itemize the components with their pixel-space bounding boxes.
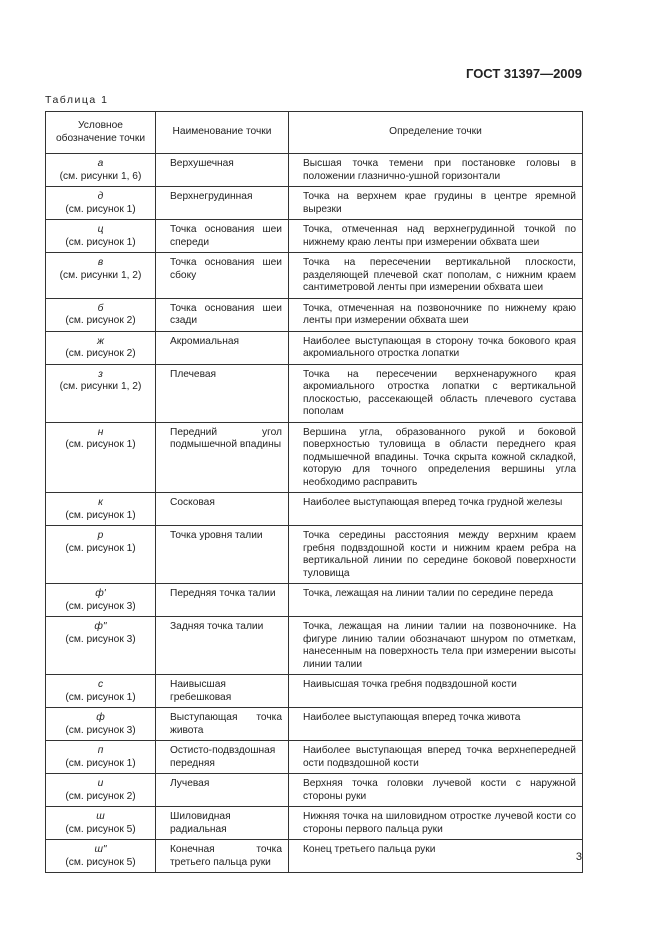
point-symbol: ж: [96, 335, 104, 347]
table-row: [46, 493, 583, 526]
point-definition: Вершина угла, образованного рукой и боковой поверхностью туловища в области переднего края подмышечной впадины. Точка скрыта кожной складкой, которую для точного определения вершины угла необходимо расправить: [289, 422, 583, 493]
figure-reference: (см. рисунок 1): [65, 439, 136, 450]
point-symbol: и: [97, 778, 104, 789]
figure-reference: (см. рисунок 3): [65, 633, 136, 645]
table-row: [46, 422, 583, 493]
point-symbol-cell: [46, 807, 156, 840]
figure-reference: (см. рисунок 1): [65, 203, 136, 215]
point-definition: Точка, отмеченная на позвоночнике по нижнему краю ленты при измерении обхвата шеи: [289, 298, 583, 331]
table-row: [46, 807, 583, 840]
point-symbol-cell: [46, 220, 156, 253]
table-row: [46, 253, 583, 299]
point-name: Верхушечная: [156, 154, 289, 187]
point-symbol-cell: [46, 422, 156, 493]
table-row: [46, 220, 583, 253]
point-symbol-cell: [46, 187, 156, 220]
figure-reference: (см. рисунок 1): [65, 542, 136, 554]
point-symbol: з: [98, 368, 103, 380]
point-symbol: ц: [97, 224, 104, 235]
table-row: [46, 741, 583, 774]
table-row: [46, 584, 583, 617]
point-symbol-cell: [46, 154, 156, 187]
point-name: Верхнегрудинная: [156, 187, 289, 220]
table-row: [46, 298, 583, 331]
table-row: [46, 774, 583, 807]
point-symbol: п: [97, 745, 104, 756]
point-name: Наивысшая гребешковая: [156, 675, 289, 708]
point-symbol: ф': [95, 588, 106, 599]
point-definition: Точка, лежащая на линии талии на позвоночнике. На фигуре линию талии обозначают шнуром по отметкам, нанесенным на поверхность тела при измерении высоты линии талии: [289, 617, 583, 675]
table-row: [46, 154, 583, 187]
figure-reference: (см. рисунок 2): [65, 315, 136, 326]
point-symbol-cell: [46, 617, 156, 675]
point-symbol: в: [97, 257, 104, 268]
point-definition: Высшая точка темени при постановке головы в положении глазнично-ушной горизонтали: [289, 154, 583, 187]
point-symbol-cell: [46, 675, 156, 708]
header-definition: Определение точки: [289, 112, 583, 154]
point-name: Сосковая: [156, 493, 289, 526]
point-symbol: ш": [94, 844, 107, 855]
point-name: Акромиальная: [156, 331, 289, 364]
point-symbol: а: [97, 158, 104, 169]
point-symbol: ф: [96, 712, 105, 723]
point-name: Точка уровня талии: [156, 526, 289, 584]
point-name: Точка основания шеи сзади: [156, 298, 289, 331]
point-symbol: к: [98, 497, 103, 508]
table-row: [46, 708, 583, 741]
point-symbol: ш: [96, 811, 105, 822]
figure-reference: (см. рисунок 1): [65, 757, 136, 769]
figure-reference: (см. рисунок 3): [65, 724, 136, 736]
point-name: Шиловидная радиальная: [156, 807, 289, 840]
point-name: Плечевая: [156, 364, 289, 422]
point-definition: Точка на верхнем крае грудины в центре яремной вырезки: [289, 187, 583, 220]
point-definition: Верхняя точка головки лучевой кости с наружной стороны руки: [289, 774, 583, 807]
points-table: [45, 111, 583, 873]
point-symbol-cell: [46, 708, 156, 741]
point-symbol-cell: [46, 298, 156, 331]
point-symbol-cell: [46, 364, 156, 422]
point-name: Передний угол подмышечной впадины: [156, 422, 289, 493]
point-definition: Наиболее выступающая вперед точка живота: [289, 708, 583, 741]
point-definition: Наиболее выступающая вперед точка верхнепередней ости подвздошной кости: [289, 741, 583, 774]
point-name: Точка основания шеи сбоку: [156, 253, 289, 299]
point-definition: Нижняя точка на шиловидном отростке лучевой кости со стороны первого пальца руки: [289, 807, 583, 840]
point-name: Передняя точка талии: [156, 584, 289, 617]
point-name: Остисто-подвздошная передняя: [156, 741, 289, 774]
point-definition: Наиболее выступающая вперед точка грудной железы: [289, 493, 583, 526]
table-row: [46, 840, 583, 873]
table-row: [46, 187, 583, 220]
point-symbol: н: [97, 426, 104, 438]
figure-reference: (см. рисунки 1, 2): [59, 269, 142, 281]
point-symbol-cell: [46, 493, 156, 526]
point-symbol-cell: [46, 526, 156, 584]
figure-reference: (см. рисунок 2): [65, 348, 136, 359]
table-row: [46, 675, 583, 708]
point-name: Лучевая: [156, 774, 289, 807]
table-row: [46, 617, 583, 675]
figure-reference: (см. рисунки 1, 2): [59, 381, 142, 392]
point-definition: Точка, лежащая на линии талии по середине переда: [289, 584, 583, 617]
point-name: Задняя точка талии: [156, 617, 289, 675]
point-definition: Наиболее выступающая в сторону точка бокового края акромиального отростка лопатки: [289, 331, 583, 364]
point-symbol-cell: [46, 331, 156, 364]
figure-reference: (см. рисунок 1): [65, 236, 136, 248]
table-caption: Таблица 1: [45, 94, 109, 106]
header-name: Наименование точки: [156, 112, 289, 154]
point-name: Точка основания шеи спереди: [156, 220, 289, 253]
point-name: Выступающая точка живота: [156, 708, 289, 741]
point-definition: Наивысшая точка гребня подвздошной кости: [289, 675, 583, 708]
figure-reference: (см. рисунок 1): [65, 691, 136, 703]
point-definition: Точка, отмеченная над верхнегрудинной точкой по нижнему краю ленты при измерении обхвата шеи: [289, 220, 583, 253]
table-row: [46, 364, 583, 422]
point-definition: Точка середины расстояния между верхним краем гребня подвздошной кости и нижним краем ребра на вертикальной линии по середине боковой поверхности туловища: [289, 526, 583, 584]
table-row: [46, 331, 583, 364]
point-symbol-cell: [46, 774, 156, 807]
table-header-row: [46, 112, 583, 154]
point-symbol: с: [97, 679, 104, 690]
figure-reference: (см. рисунок 1): [65, 509, 136, 521]
point-symbol-cell: [46, 253, 156, 299]
point-symbol-cell: [46, 840, 156, 873]
figure-reference: (см. рисунки 1, 6): [59, 170, 142, 182]
figure-reference: (см. рисунок 2): [65, 790, 136, 802]
point-symbol: р: [97, 530, 104, 541]
header-symbol: Условное обозначение точки: [46, 112, 156, 154]
point-definition: Точка на пересечении вертикальной плоскости, разделяющей плечевой скат пополам, с нижним краем сантиметровой ленты при измерении обхвата шеи: [289, 253, 583, 299]
figure-reference: (см. рисунок 5): [65, 856, 136, 868]
table-row: [46, 526, 583, 584]
page-number: 3: [575, 851, 582, 863]
point-symbol: д: [97, 191, 104, 202]
figure-reference: (см. рисунок 5): [65, 823, 136, 835]
point-symbol: б: [97, 302, 104, 314]
point-definition: Точка на пересечении верхненаружного края акромиального отростка лопатки с вертикальной плоскостью, рассекающей область плечевого сустава пополам: [289, 364, 583, 422]
figure-reference: (см. рисунок 3): [65, 600, 136, 612]
point-symbol-cell: [46, 584, 156, 617]
point-name: Конечная точка третьего пальца руки: [156, 840, 289, 873]
point-symbol-cell: [46, 741, 156, 774]
standard-number: ГОСТ 31397—2009: [466, 66, 582, 81]
point-symbol: ф": [94, 621, 107, 632]
point-definition: Конец третьего пальца руки: [289, 840, 583, 873]
